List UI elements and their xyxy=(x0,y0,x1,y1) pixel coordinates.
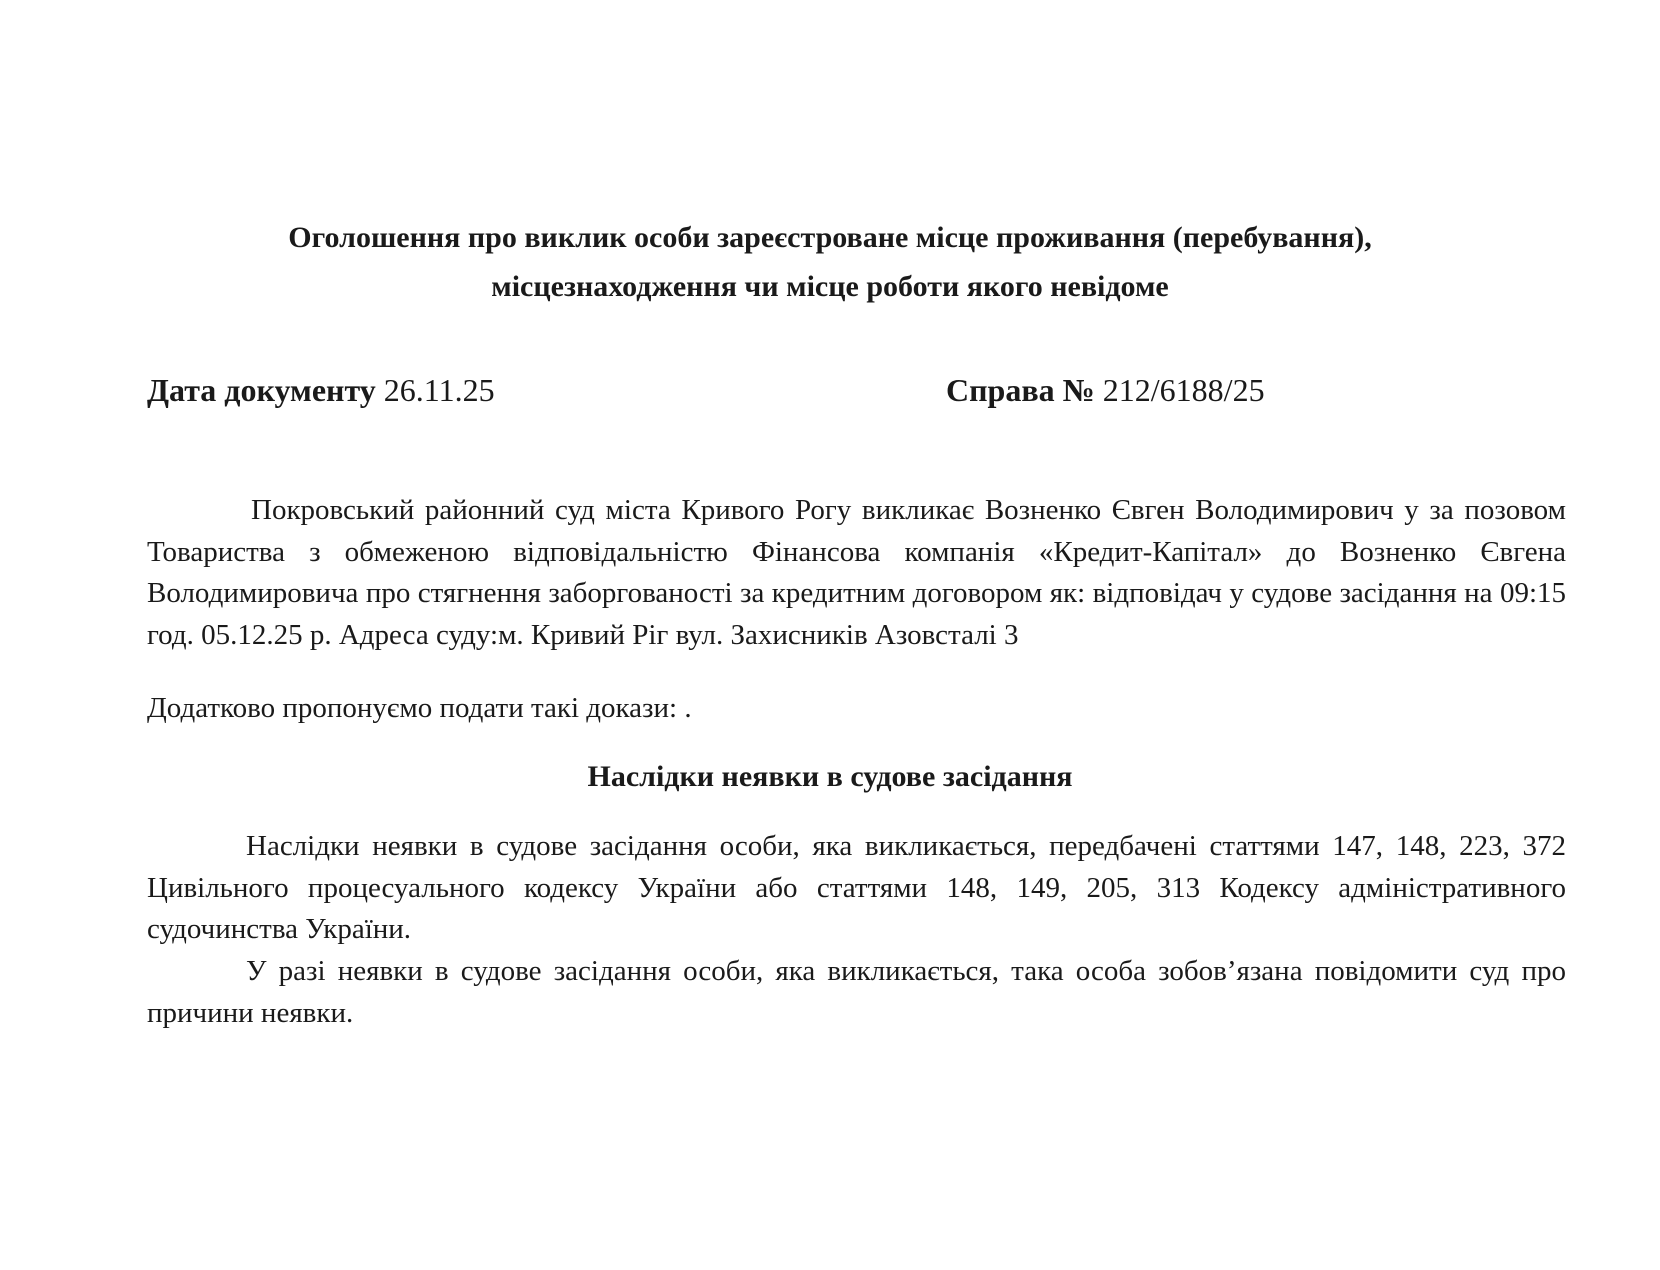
document-date xyxy=(147,370,495,410)
duty-paragraph: У разі неявки в судове засідання особи, яка викликається, така особа зобов’язана повідомити суд про причини неявки. xyxy=(147,955,1566,1029)
case-number-value: 212/6188/25 xyxy=(1102,372,1265,408)
document-date-value: 26.11.25 xyxy=(383,372,495,408)
document-date-label: Дата документу xyxy=(147,372,376,408)
evidence-paragraph: Додатково пропонуємо подати такі докази: . xyxy=(147,692,692,724)
notice-title-line-1: Оголошення про виклик особи зареєстроване місце проживання (перебування), xyxy=(288,221,1372,254)
notice-title xyxy=(0,213,1660,311)
consequences-paragraph: Наслідки неявки в судове засідання особи, яка викликається, передбачені статтями 147, 148, 223, 372 Цивільного процесуального кодексу України або статтями 148, 149, 205, 313 Кодексу адміністративного судочинства України. xyxy=(147,830,1566,945)
summons-paragraph: Покровський районний суд міста Кривого Рогу викликає Возненко Євген Володимирович у за позовом Товариства з обмеженою відповідальністю Фінансова компанія «Кредит-Капітал» до Возненко Євгена Володимировича про стягнення заборгованості за кредитним договором як: відповідач у судове засідання на 09:15 год. 05.12.25 р. Адреса суду:м. Кривий Ріг вул. Захисників Азовсталі 3 xyxy=(147,494,1566,651)
notice-title-line-2: місцезнаходження чи місце роботи якого невідоме xyxy=(491,270,1169,303)
case-number xyxy=(946,370,1265,410)
case-number-label: Справа № xyxy=(946,372,1095,408)
consequences-heading: Наслідки неявки в судове засідання xyxy=(587,760,1073,793)
